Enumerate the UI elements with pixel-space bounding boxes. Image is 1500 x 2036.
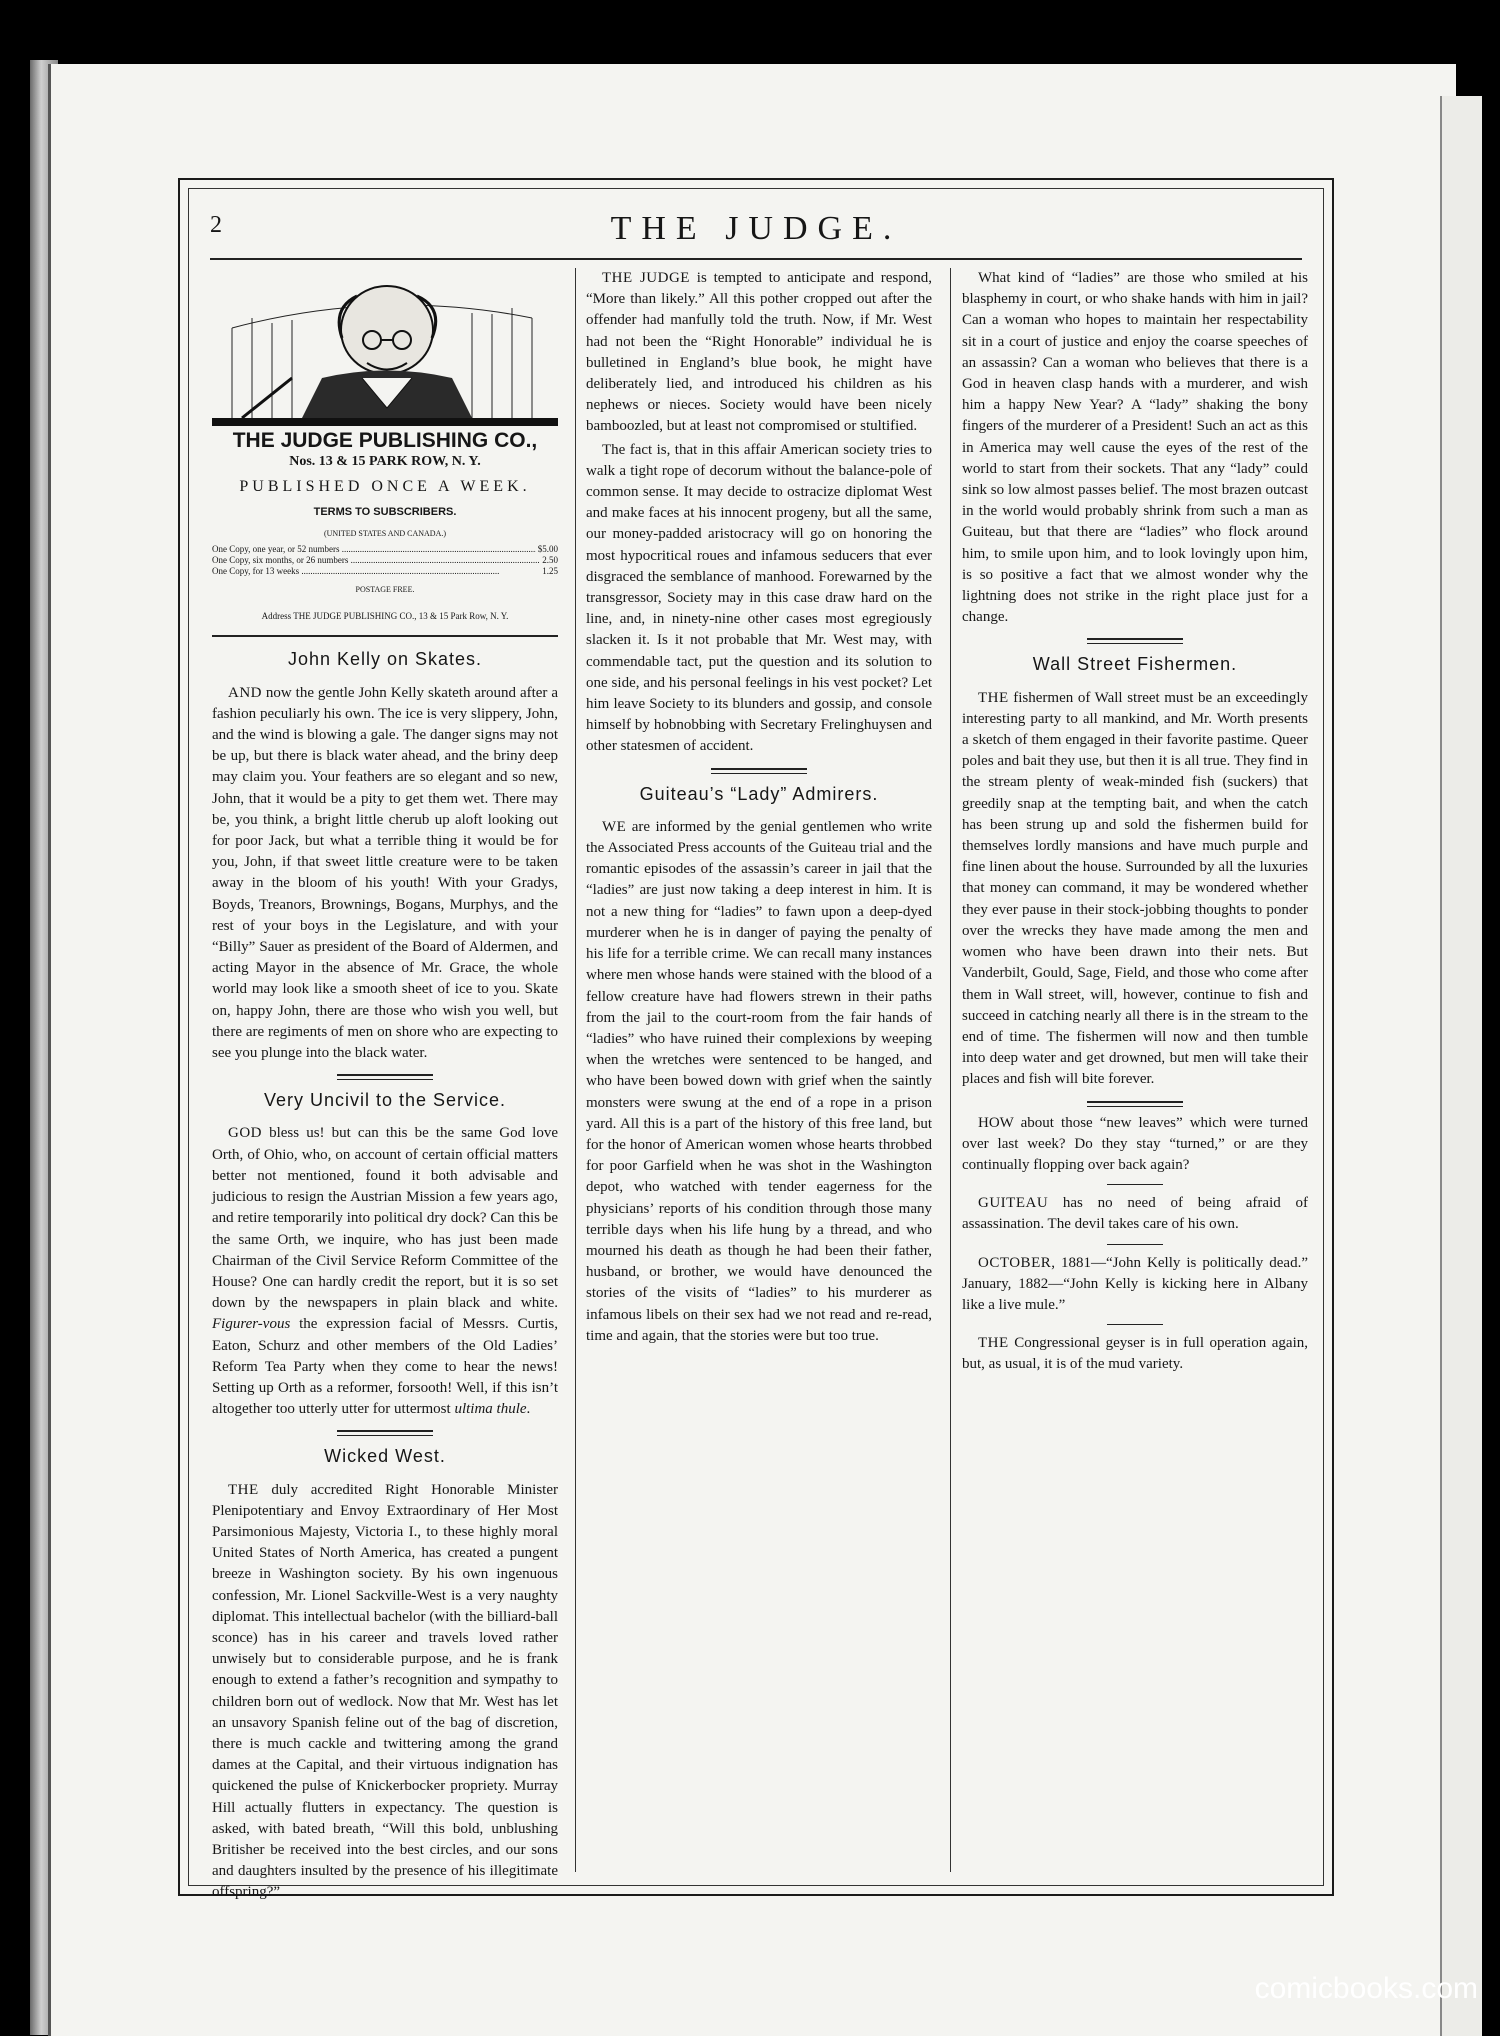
- paragraph-text: the expression facial of Messrs. Curtis, Eaton, Schurz and other members of the Old Ladies’ Reform Tea Party when they come to hear the news! Setting up Orth as a reformer, forsooth! Well, if this isn’t altogether too utterly utter for uttermost: [212, 1316, 558, 1418]
- paper-title: THE JUDGE.: [610, 210, 902, 247]
- terms-label: One Copy, for 13 weeks .....: [212, 566, 540, 577]
- article-paragraph: [586, 268, 932, 438]
- section-divider: [1087, 638, 1183, 644]
- terms-title: TERMS TO SUBSCRIBERS.: [313, 505, 457, 518]
- paragraph-text: bless us! but can this be the same God love Orth, of Ohio, who, on account of certain official matters better not mentioned, found it both advisable and judicious to resign the Austrian Mission a few years ago, and retire temporarily into political dry dock? Can this be the same Orth, we inquire, who has just been made Chairman of the Civil Service Reform Committee of the House? One can hardly credit the report, but it is so set down by the newspapers in plain black and white.: [212, 1125, 558, 1312]
- terms-label: One Copy, one year, or 52 numbers .....: [212, 544, 536, 555]
- paragraph-text: .: [526, 1401, 531, 1418]
- lead-word: AND: [228, 684, 262, 701]
- lead-word: OCTOBER: [978, 1254, 1052, 1271]
- lead-word: GOD: [228, 1125, 262, 1142]
- lead-word: THE: [978, 1335, 1009, 1352]
- paper-name: THE JUDGE: [602, 270, 690, 286]
- judge-cartoon-illustration: [212, 268, 558, 426]
- publisher-name: THE JUDGE PUBLISHING CO.,: [232, 429, 538, 452]
- article-title: Very Uncivil to the Service.: [263, 1090, 507, 1111]
- article-title: Guiteau’s “Lady” Admirers.: [639, 783, 879, 804]
- short-item: HOW about those “new leaves” which were turned over last week? Do they stay “turned,” or are they continually flopping over back again?: [962, 1114, 1308, 1173]
- section-divider: [337, 1430, 433, 1436]
- publisher-address: Nos. 13 & 15 PARK ROW, N. Y.: [289, 454, 481, 470]
- article-paragraph: The fact is, that in this affair American society tries to walk a tight rope of decorum without the balance-pole of common sense. It may decide to ostracize diplomat West and make faces at his innocent progeny, but all the same, our money-padded aristocracy will go on honoring the most hypocritical roues and infamous seducers that ever disgraced the semblance of manhood. Forewarned by the transgressor, Society may in this case draw hard on the line, and, in ninety-nine other cases most egregiously slacken it. Is it not probable that Mr. West may, with commendable tact, put the question and its solution to one side, and his personal feelings in his vest pocket? Let him leave Society to its blunders and gossip, and console himself by hobnobbing with Secretary Frelinghuysen and other statesmen of accident.: [586, 441, 932, 755]
- short-divider: [1107, 1324, 1163, 1325]
- short-item: [962, 1333, 1308, 1375]
- page-frame: [178, 178, 1334, 1901]
- short-divider: [1107, 1244, 1163, 1245]
- paragraph-text: fishermen of Wall street must be an exceedingly interesting party to all mankind, and Mr. Worth presents a sketch of them engaged in their favorite pastime. Queer poles and bait they use, but then it is all true. They find in the stream plenty of weak-minded fish (suckers) that greedily snap at the tempting bait, and when the catch has been strung up and sold the fishermen build for themselves lordly mansions and have much purple and fine linen about the house. Surrounded by all the luxuries that money can command, it may be wondered whether they ever pause in their stock-jobbing thoughts to ponder over the wrecks they have made among the men and women who have been drawn into their nets. But Vanderbilt, Gould, Sage, Field, and those who come after them in Wall street, will, however, continue to fish and succeed in catching nearly all there is in the stream to the end of time. The fishermen will now and then tumble into deep water and get drowned, but men will take their places and fish will bite forever.: [962, 689, 1308, 1088]
- paragraph-text: , 1881—“John Kelly is politically dead.” January, 1882—“John Kelly is kicking here in Albany like a live mule.”: [962, 1254, 1308, 1313]
- lead-word: GUITEAU: [978, 1195, 1049, 1212]
- masthead: [210, 210, 1302, 260]
- section-divider: [711, 768, 807, 774]
- paragraph-text: Congressional geyser is in full operation again, but, as usual, it is of the mud variety.: [962, 1335, 1308, 1373]
- terms-label: One Copy, six months, or 26 numbers .....: [212, 555, 540, 566]
- paragraph-text: duly accredited Right Honorable Minister Plenipotentiary and Envoy Extraordinary of Her Most Parsimonious Majesty, Victoria I., to these highly moral United States of North America, has created a pungent breeze in Washington society. By his own ingenuous confession, Mr. Lionel Sackville-West is a very naughty diplomat. This intellectual bachelor (with the billiard-ball sconce) has in his career and travels loved rather unwisely but to considerable purpose, and he is frank enough to extend a father’s recognition and sympathy to children born out of wedlock. Now that Mr. West has let an unsavory Spanish feline out of the bag of discretion, there is much cackle and twittering among the grand dames at the Capital, and their virtuous indignation has quickened the pulse of Knickerbocker propriety. Murray Hill actually flutters in expectancy. The question is asked, with bated breath, “Will this bold, unblushing Britisher be received into the best circles, and our sons and daughters insulted by the presence of his illegitimate offspring?”: [212, 1481, 558, 1901]
- lead-word: THE: [978, 689, 1009, 706]
- paragraph-text: has no need of being afraid of assassination. The devil takes care of his own.: [962, 1195, 1308, 1233]
- article-paragraph: [212, 1480, 558, 1904]
- article-paragraph: What kind of “ladies” are those who smiled at his blasphemy in court, or who shake hands with him in jail? Can a woman who hopes to maintain her respectability sit in a court of justice and enjoy the coarse speeches of an assassin? Can a woman who believes that there is a God in heaven clasp hands with a murderer, and wish him a happy New Year? A “lady” shaking the bony fingers of the murderer of a President! Such an act as this in America may well cause the eyes of the rest of the world to start from their sockets. That any “lady” could sink so low almost passes belief. The most brazen outcast in the world would probably shrink from such a man as Guiteau, but that there are “ladies” who flock around him, to smile upon him, and to look lovingly upon him, is so positive a fact that we almost wonder why the lightning does not strike in the right place just for a change.: [962, 270, 1308, 626]
- article-paragraph: [586, 817, 932, 1347]
- terms-price: 1.25: [542, 566, 558, 577]
- terms-price: 2.50: [542, 555, 558, 566]
- column-rule: [950, 268, 951, 1872]
- postage-note: POSTAGE FREE.: [355, 585, 415, 595]
- terms-row: [212, 555, 558, 566]
- paragraph-text: are informed by the genial gentlemen who write the Associated Press accounts of the Guiteau trial and the romantic episodes of the assassin’s career in jail that the “ladies” are just now taking a deep interest in him. It is not a new thing for “ladies” to fawn upon a deep-dyed murderer when he is in danger of paying the penalty of his life for a terrible crime. We can recall many instances where men whose hands were stained with the blood of a fellow creature have had flowers strewn in their paths from the jail to the court-room from the fair hands of “ladies” who have ruined their complexions by weeping when the wretches were sentenced to be hanged, and who have been bowed down with grief when the saintly monsters were swung at the end of a rope in a prison yard. All this is a part of the history of this free land, but for the honor of American women whose hearts throbbed for poor Garfield when he was shot in the Washington depot, who watched with tender eagerness for the physicians’ reports of his condition through those many terrible days when his life hung by a thread, and who mourned his death as though he had been their father, husband, or brother, we would have denounced the stories of the visits of “ladies” to his murderer as infamous libels on their sex had we not read and re-read, time and again, that the stories were but too true.: [586, 818, 932, 1344]
- paragraph-text: is tempted to anticipate and respond, “More than likely.” All this pother cropped out after the offender had manfully told the truth. Now, if Mr. West had not been the “Right Honorable” individual he is bulletined in England’s blue book, he might have deliberately lied, and introduced his children as his nephews or nieces. Society would have been nicely bamboozled, but at least not compromised or stultified.: [586, 270, 932, 435]
- page-number: 2: [210, 212, 222, 238]
- article-paragraph: [212, 1123, 558, 1420]
- article-paragraph: [962, 688, 1308, 1091]
- lead-word: WE: [602, 818, 627, 835]
- article-title: Wicked West.: [324, 1446, 446, 1467]
- short-item: [962, 1193, 1308, 1235]
- article-title: John Kelly on Skates.: [287, 649, 483, 670]
- section-divider: [337, 1074, 433, 1080]
- italic-phrase: ultima thule: [454, 1401, 527, 1418]
- column-rule: [575, 268, 576, 1872]
- terms-price: $5.00: [537, 544, 558, 555]
- article-paragraph: [212, 683, 558, 1065]
- column-3: [962, 268, 1308, 1378]
- publisher-address-line: Address THE JUDGE PUBLISHING CO., 13 & 15 Park Row, N. Y.: [212, 606, 558, 637]
- article-title: Wall Street Fishermen.: [1032, 654, 1238, 675]
- publication-frequency: PUBLISHED ONCE A WEEK.: [239, 478, 531, 496]
- terms-row: [212, 566, 558, 577]
- lead-word: THE: [228, 1481, 259, 1498]
- column-2: [586, 268, 932, 1349]
- terms-row: [212, 544, 558, 555]
- next-page-edge: [1440, 96, 1482, 2036]
- short-item: [962, 1253, 1308, 1317]
- italic-phrase: Figurer-vous: [212, 1316, 291, 1333]
- watermark: comicbooks.com: [1254, 1972, 1478, 2005]
- column-1: [212, 268, 558, 1906]
- terms-subtitle: (UNITED STATES AND CANADA.): [323, 528, 447, 538]
- section-divider: [1087, 1101, 1183, 1107]
- paragraph-text: now the gentle John Kelly skateth around after a fashion peculiarly his own. The ice is very slippery, John, and the wind is blowing a gale. The danger signs may not be up, but there is black water ahead, and the briny deep may claim you. Your feathers are so elegant and so new, John, that it would be a pity to get them wet. There may be, you think, a bright little cherub up aloft looking out for poor Jack, but what a terrible thing it would be for you, John, if that sweet little creature were to be taken away in the bloom of his youth! With your Gradys, Boyds, Treanors, Brownings, Bogans, Murphys, and the rest of your boys in the Legislature, and with your “Billy” Sauer as president of the Board of Aldermen, and acting Mayor in the absence of Mr. Grace, the whole world may look like a smooth sheet of ice to you. Skate on, happy John, there are those who wish you well, but there are regiments of men on shore who are expecting to see you plunge into the black water.: [212, 684, 558, 1062]
- short-divider: [1107, 1184, 1163, 1185]
